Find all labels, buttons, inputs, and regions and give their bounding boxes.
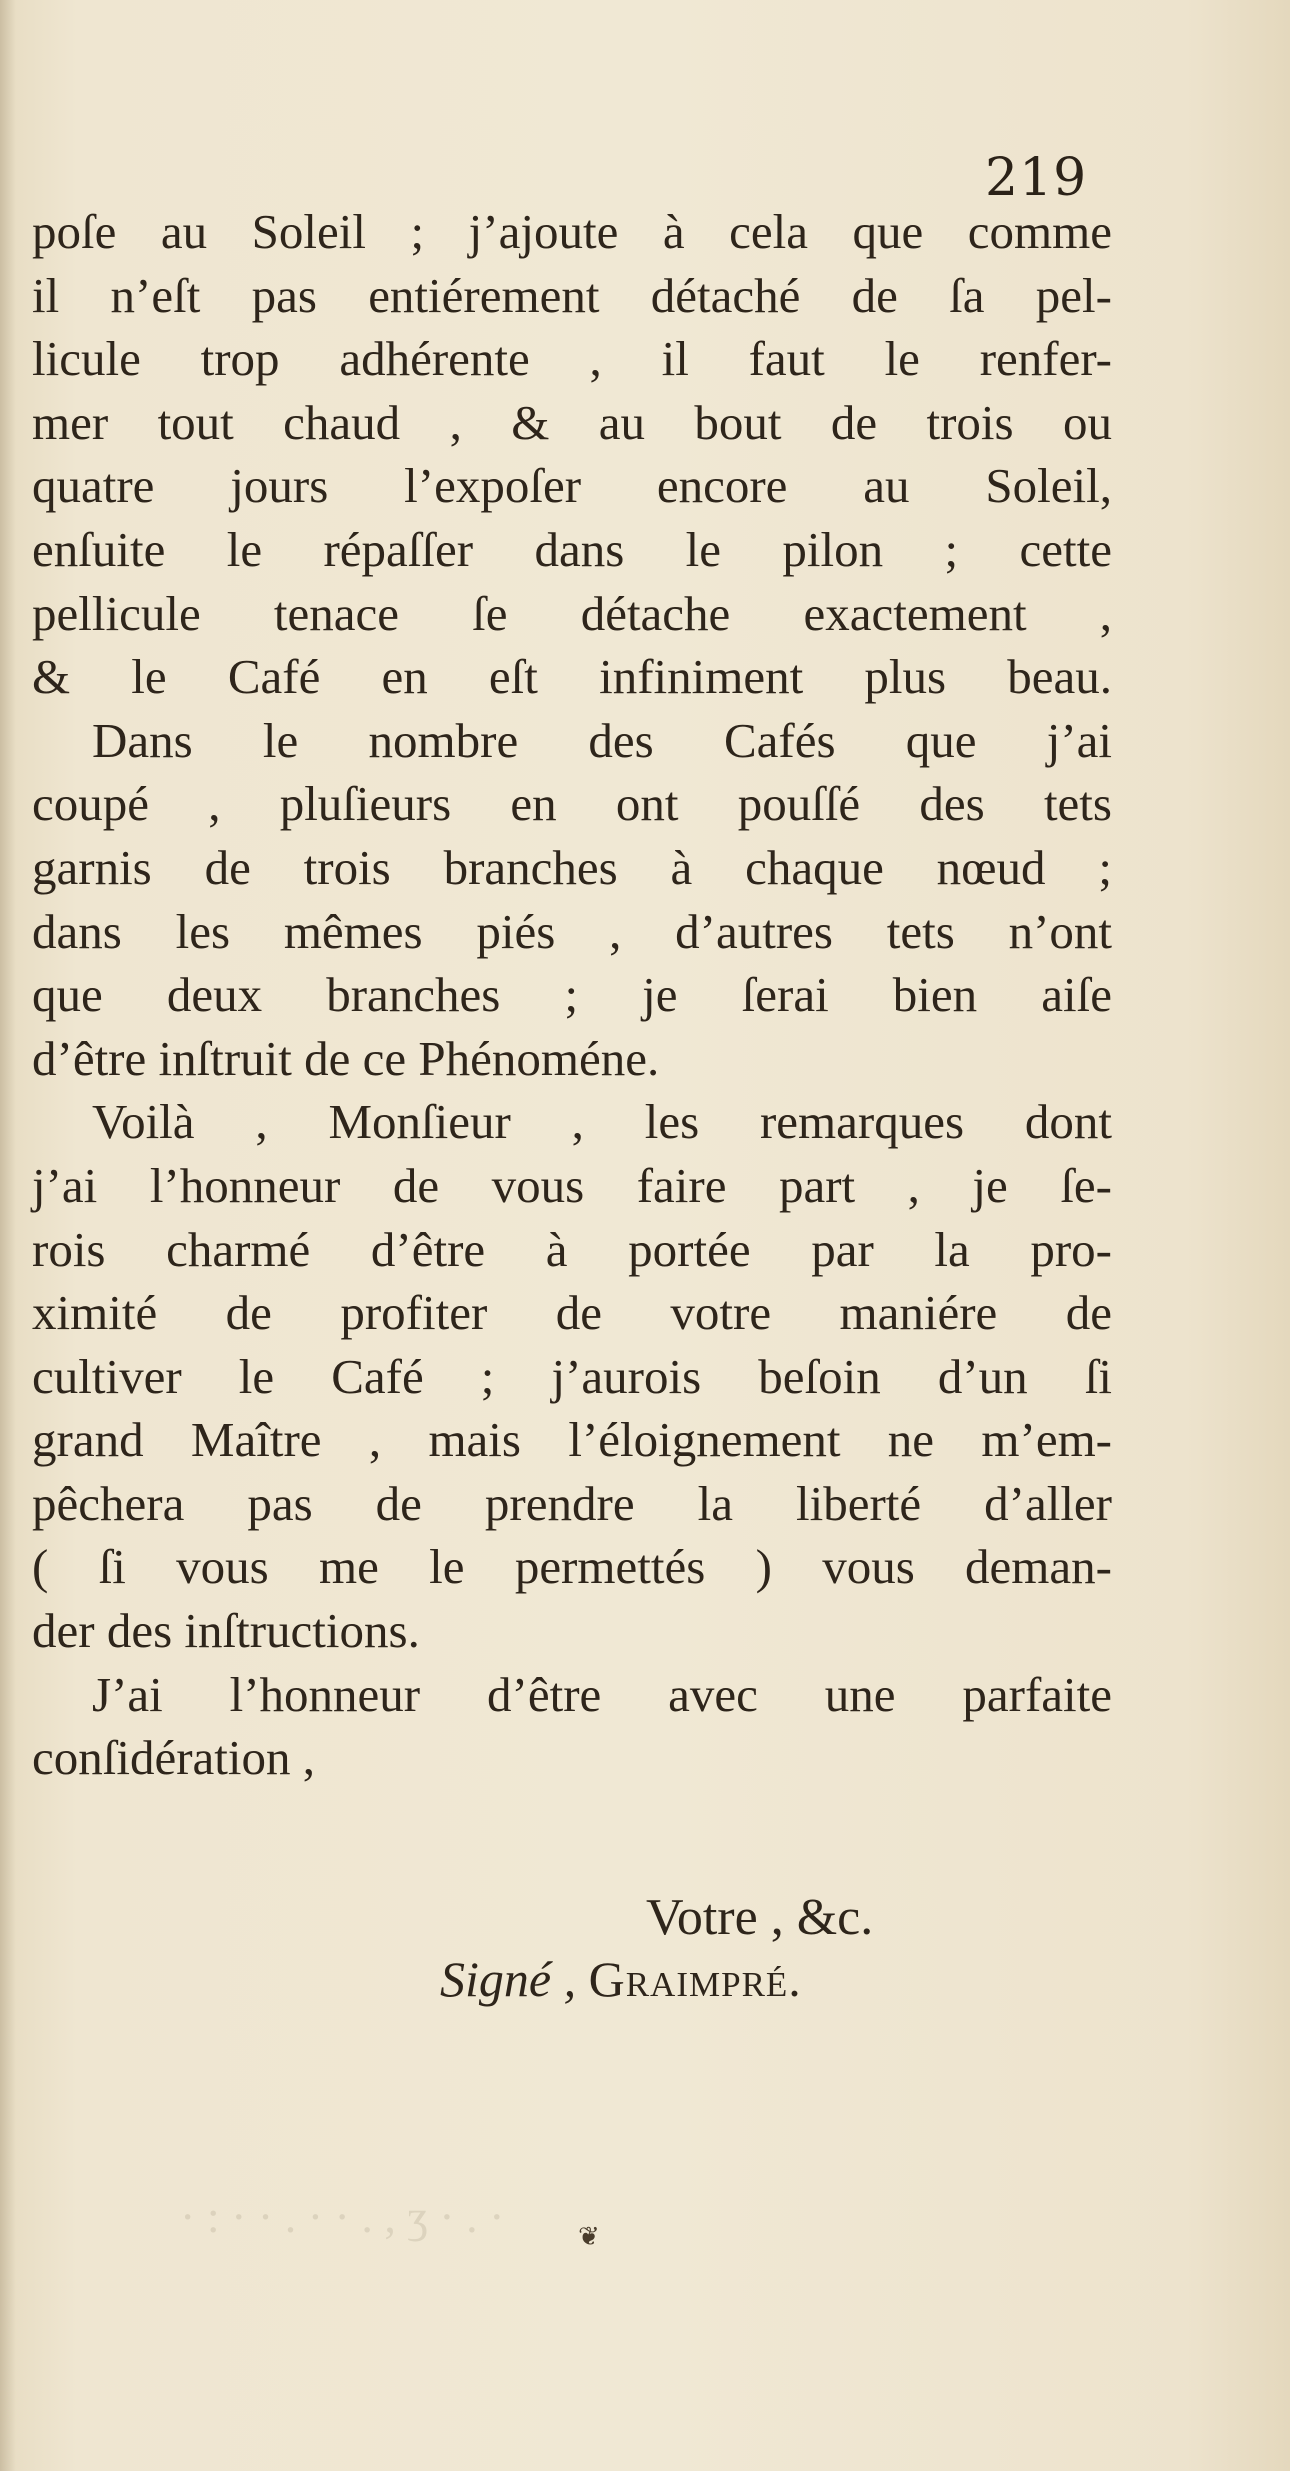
text-line: coupé , pluſieurs en ont pouſſé des tets <box>32 776 1112 832</box>
text-line: j’ai l’honneur de vous faire part , je ſe- <box>32 1157 1112 1213</box>
text-line: ximité de profiter de votre maniére de <box>32 1285 1112 1341</box>
closing-salutation: Votre , &c. <box>646 1889 874 1946</box>
body-text <box>32 200 1112 1790</box>
paragraph-end-line: der des inſtructions. <box>32 1603 420 1659</box>
text-line: poſe au Soleil ; j’ajoute à cela que comme <box>32 204 1112 259</box>
text-line: quatre jours l’expoſer encore au Soleil, <box>32 458 1112 514</box>
paragraph-end-line: conſidération , <box>32 1730 316 1786</box>
paragraph-end-line: d’être inſtruit de ce Phénoméne. <box>32 1030 660 1086</box>
text-line: licule trop adhérente , il faut le renfer- <box>32 331 1112 387</box>
signature-name: Graimpré. <box>588 1951 802 2007</box>
signature-line <box>440 1950 802 2008</box>
paragraph-start-line: J’ai l’honneur d’être avec une parfaite <box>92 1666 1112 1722</box>
bleed-through-text: · : · · . · · . , ʒ · . · <box>180 2191 505 2242</box>
text-line: rois charmé d’être à portée par la pro- <box>32 1221 1112 1277</box>
text-line: ( ſi vous me le permettés ) vous deman- <box>32 1539 1112 1595</box>
paragraph-start-line: Voilà , Monſieur , les remarques dont <box>92 1094 1112 1150</box>
text-line: cultiver le Café ; j’aurois beſoin d’un ſi <box>32 1348 1112 1404</box>
text-line: dans les mêmes piés , d’autres tets n’ont <box>32 903 1112 959</box>
text-line: mer tout chaud , & au bout de trois ou <box>32 394 1112 450</box>
text-line: que deux branches ; je ſerai bien aiſe <box>32 967 1112 1023</box>
text-line: enſuite le répaſſer dans le pilon ; cette <box>32 521 1112 577</box>
text-line: pêchera pas de prendre la liberté d’aller <box>32 1475 1112 1531</box>
text-line: pellicule tenace ſe détache exactement , <box>32 585 1112 641</box>
signature-prefix: Signé , <box>440 1951 577 2007</box>
ornament-icon: ❦ <box>578 2222 600 2252</box>
page-number: 219 <box>985 148 1088 208</box>
text-line: & le Café en eſt infiniment plus beau. <box>32 649 1112 705</box>
text-line: garnis de trois branches à chaque nœud ; <box>32 839 1112 895</box>
text-line: il n’eſt pas entiérement détaché de ſa pel- <box>32 267 1112 323</box>
paragraph-start-line: Dans le nombre des Cafés que j’ai <box>92 712 1112 768</box>
text-line: grand Maître , mais l’éloignement ne m’em- <box>32 1412 1112 1468</box>
page-edge-shadow <box>0 0 16 2471</box>
